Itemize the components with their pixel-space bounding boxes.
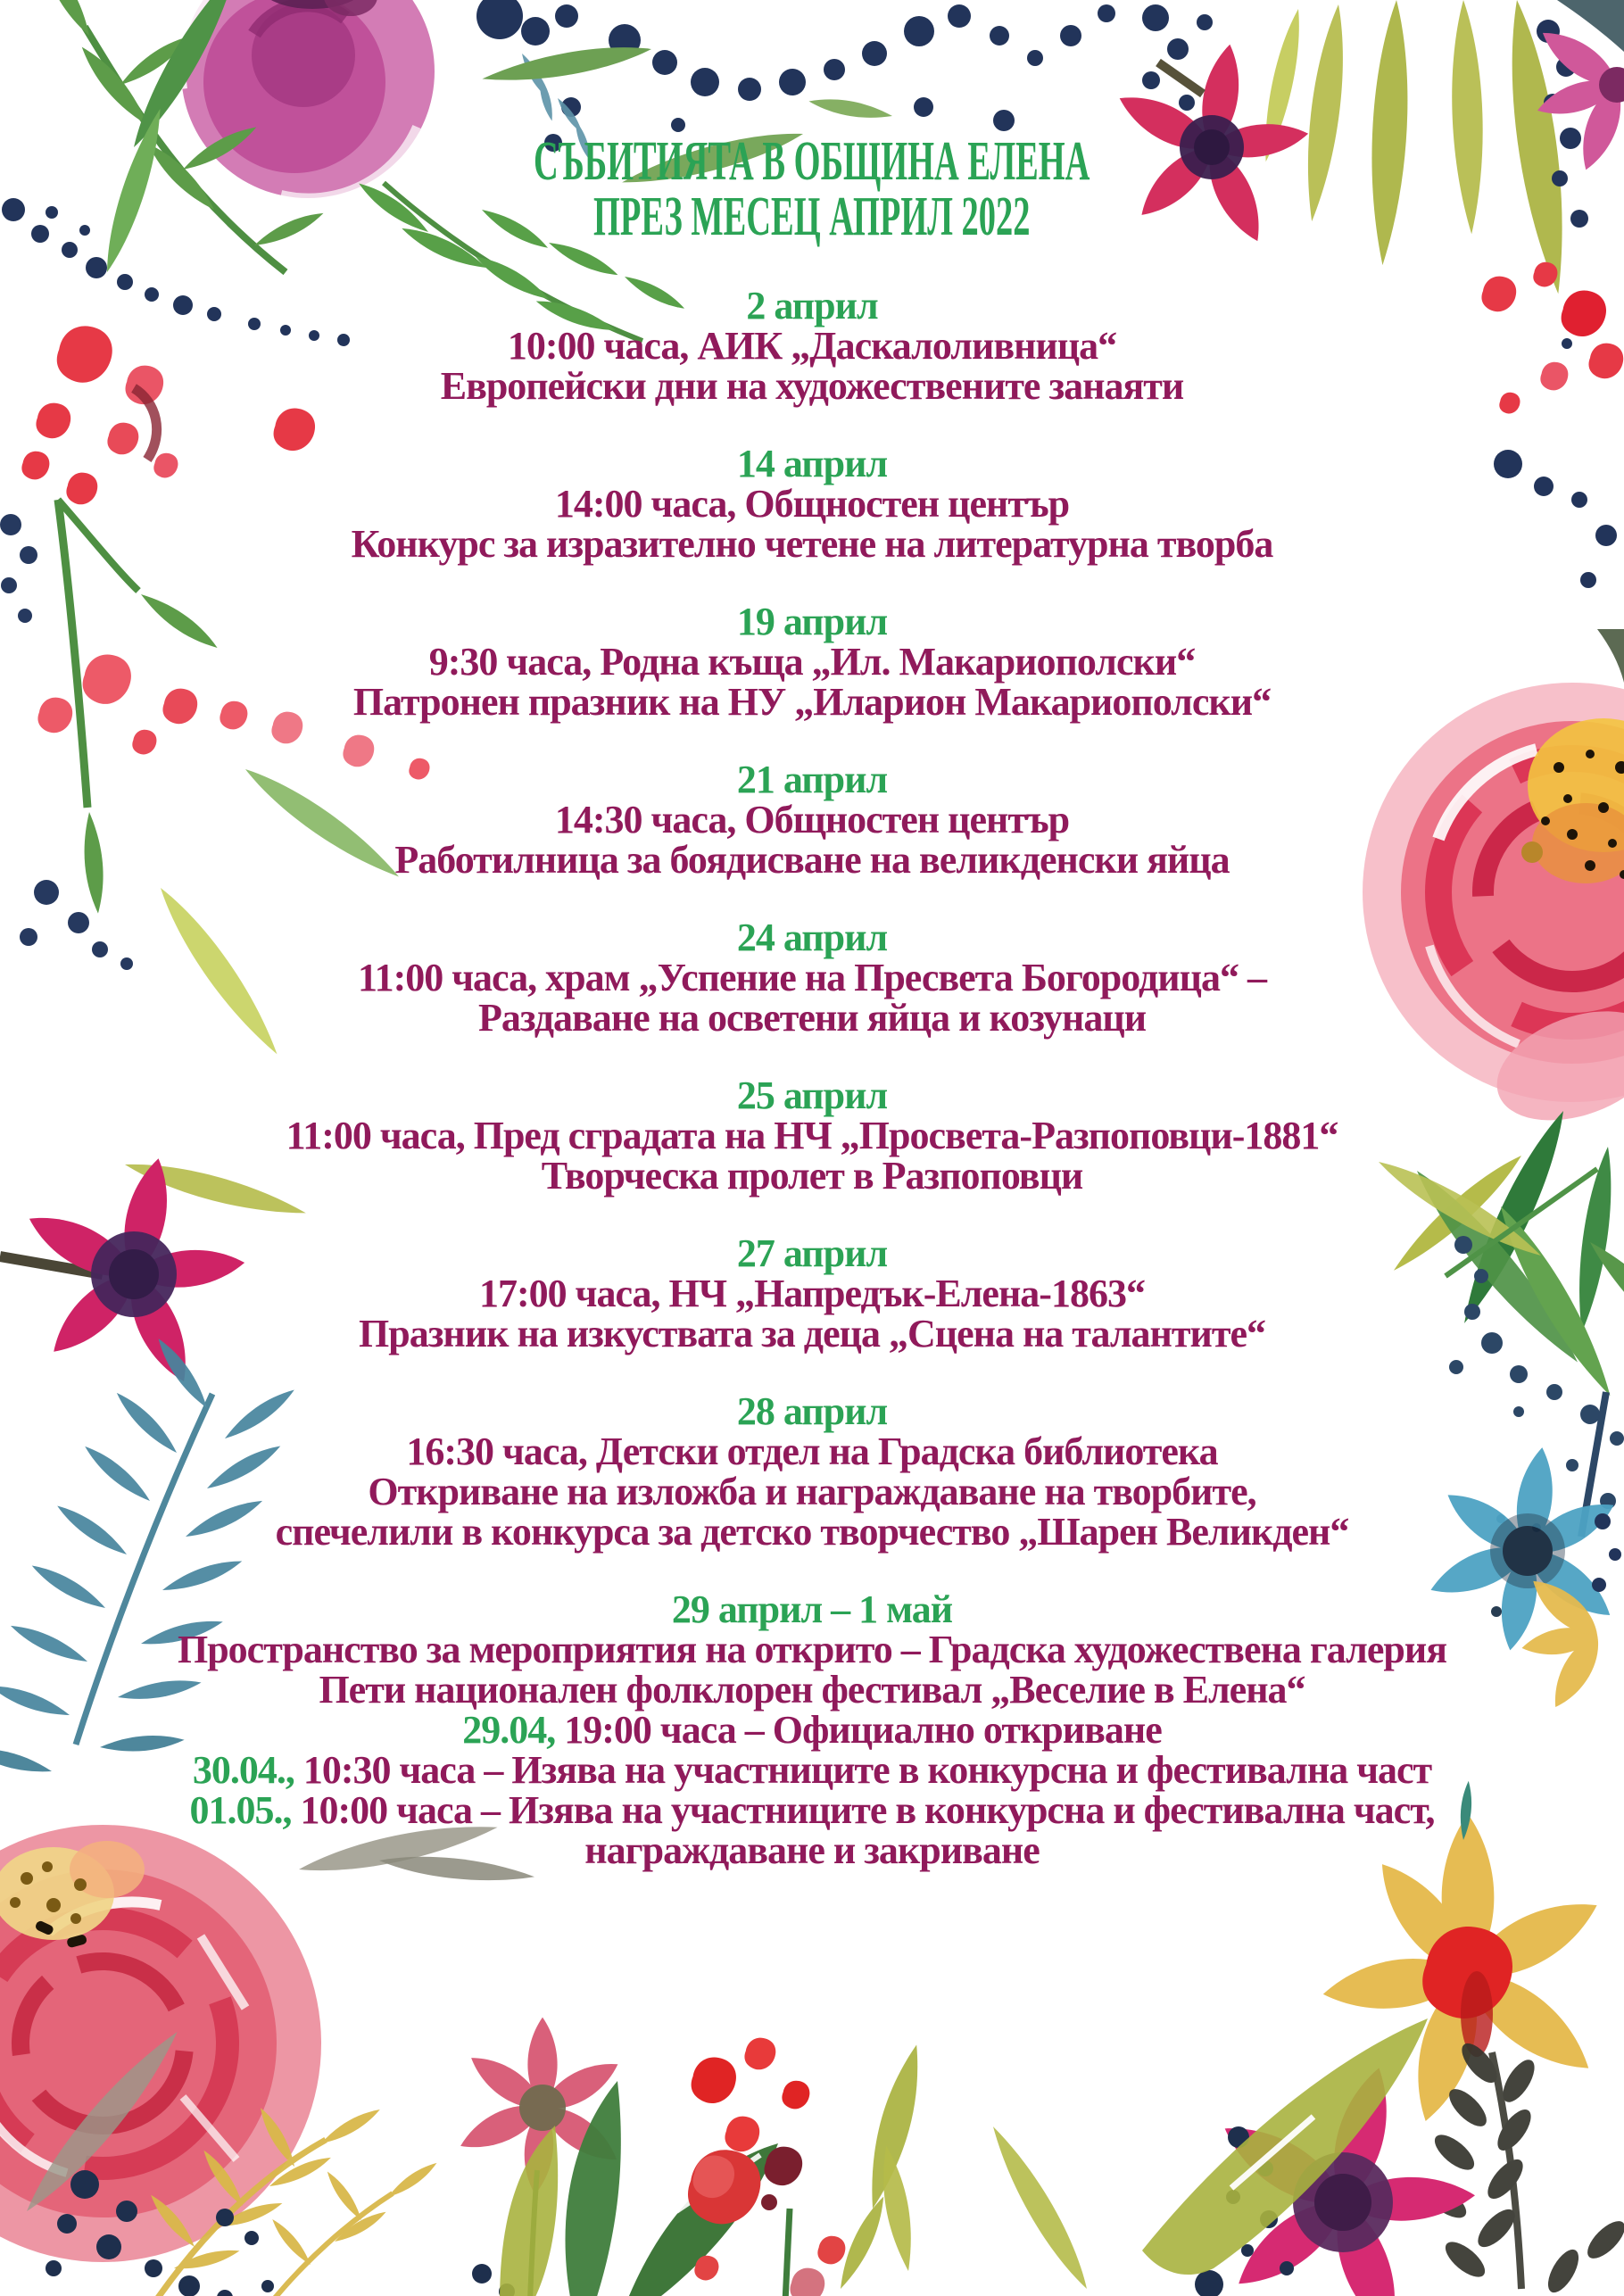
event-schedule-line bbox=[0, 1830, 1624, 1870]
schedule-date: 29.04, bbox=[462, 1708, 565, 1752]
event-date: 27 април bbox=[736, 1231, 888, 1275]
event-schedule-line bbox=[0, 1710, 1624, 1750]
schedule-text: 19:00 часа – Официално откриване bbox=[564, 1708, 1162, 1752]
event-detail: Европейски дни на художествените занаяти bbox=[440, 364, 1184, 408]
events-list bbox=[0, 286, 1624, 1870]
schedule-text: награждаване и закриване bbox=[584, 1828, 1040, 1872]
event-detail: Раздаване на осветени яйца и козунаци bbox=[477, 996, 1147, 1040]
event-block bbox=[0, 1075, 1624, 1196]
poster-title-line2: ПРЕЗ МЕСЕЦ АПРИЛ 2022 bbox=[593, 186, 1031, 247]
event-date: 21 април bbox=[736, 758, 888, 801]
schedule-text: 10:00 часа – Изява на участниците в конкурсна и фестивална част, bbox=[300, 1788, 1435, 1832]
event-detail: 10:00 часа, АИК „Даскалоливница“ bbox=[507, 324, 1117, 368]
event-detail: 17:00 часа, НЧ „Напредък-Елена-1863“ bbox=[479, 1272, 1145, 1315]
event-detail: Пространство за мероприятия на открито – Градска художествена галерия bbox=[177, 1628, 1447, 1671]
event-detail: 9:30 часа, Родна къща „Ил. Макариополски“ bbox=[428, 640, 1196, 684]
event-block bbox=[0, 1589, 1624, 1870]
event-detail: Патронен празник на НУ „Иларион Макариополски“ bbox=[352, 680, 1272, 724]
event-schedule-line bbox=[0, 1790, 1624, 1830]
poster-title bbox=[0, 131, 1624, 247]
event-date: 28 април bbox=[736, 1389, 888, 1433]
event-detail: Работилница за боядисване на великденски яйца bbox=[394, 838, 1230, 882]
event-block bbox=[0, 1391, 1624, 1552]
event-block bbox=[0, 286, 1624, 406]
event-detail: спечелили в конкурса за детско творчество „Шарен Великден“ bbox=[275, 1510, 1349, 1554]
event-date: 19 април bbox=[736, 600, 888, 643]
event-schedule-line bbox=[0, 1750, 1624, 1790]
event-detail: Конкурс за изразително четене на литературна творба bbox=[351, 522, 1273, 566]
event-detail: Пети национален фолклорен фестивал „Веселие в Елена“ bbox=[319, 1668, 1305, 1712]
poster-title-line1: СЪБИТИЯТА В ОБЩИНА ЕЛЕНА bbox=[534, 131, 1090, 192]
event-date: 29 април – 1 май bbox=[671, 1587, 953, 1631]
event-block bbox=[0, 443, 1624, 564]
event-date: 24 април bbox=[736, 916, 888, 959]
schedule-date: 01.05., bbox=[189, 1788, 301, 1832]
event-detail: Творческа пролет в Разпоповци bbox=[541, 1154, 1083, 1198]
event-block bbox=[0, 917, 1624, 1038]
event-detail: 11:00 часа, храм „Успение на Пресвета Богородица“ – bbox=[358, 956, 1266, 999]
event-date: 14 април bbox=[736, 442, 888, 485]
event-detail: 16:30 часа, Детски отдел на Градска библиотека bbox=[406, 1430, 1218, 1473]
event-detail: Откриване на изложба и награждаване на творбите, bbox=[368, 1470, 1256, 1513]
event-detail: 11:00 часа, Пред сградата на НЧ „Просвета-Разпоповци-1881“ bbox=[286, 1114, 1338, 1157]
event-block bbox=[0, 601, 1624, 722]
event-date: 2 април bbox=[746, 284, 878, 327]
event-detail: 14:30 часа, Общностен център bbox=[554, 798, 1070, 841]
event-date: 25 април bbox=[736, 1073, 888, 1117]
event-block bbox=[0, 759, 1624, 880]
event-detail: Празник на изкуствата за деца „Сцена на талантите“ bbox=[359, 1312, 1265, 1355]
event-block bbox=[0, 1233, 1624, 1354]
event-detail: 14:00 часа, Общностен център bbox=[554, 482, 1070, 526]
schedule-date: 30.04., bbox=[192, 1748, 303, 1792]
schedule-text: 10:30 часа – Изява на участниците в конкурсна и фестивална част bbox=[302, 1748, 1432, 1792]
